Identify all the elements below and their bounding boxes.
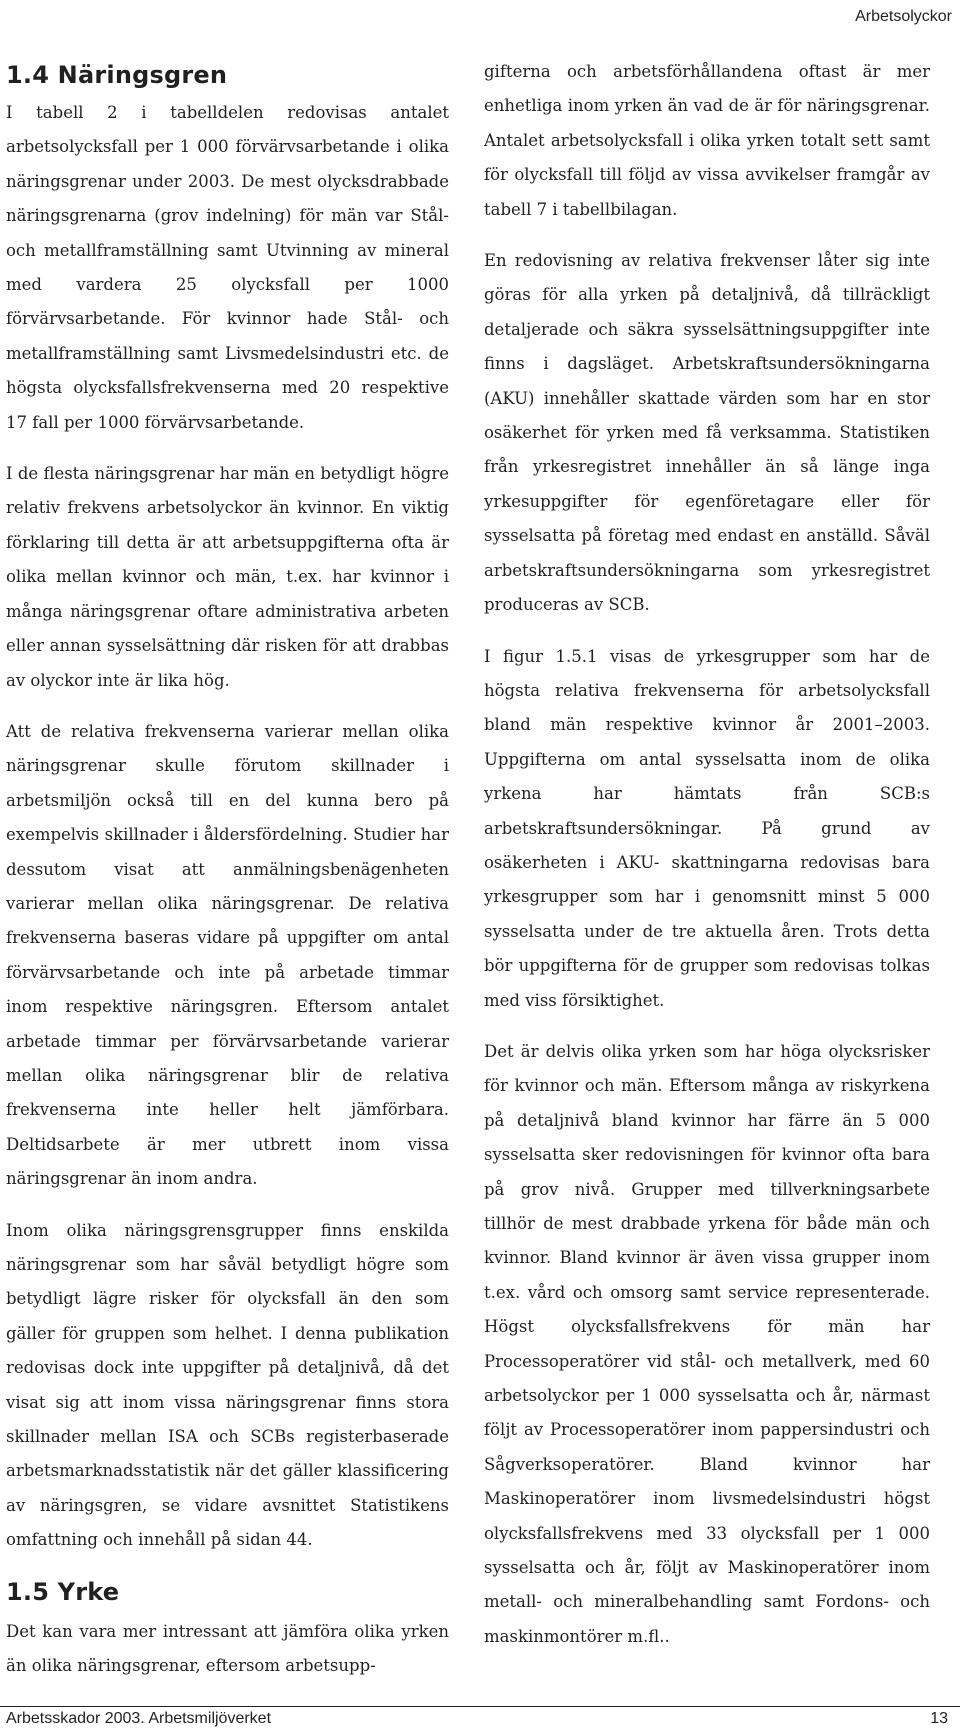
page-number: 13: [930, 1710, 948, 1727]
paragraph: I figur 1.5.1 visas de yrkesgrupper som har de högsta relativa frekvenserna för arbetsolycksfall bland män respektive kvinnor år 2001–2003. Uppgifterna om antal sysselsatta inom de olika yrkena har hämtats från SCB:s arbetskraftsundersökningar. På grund av osäkerheten i AKU- skattningarna redovisas bara yrkesgrupper som har i genomsnitt minst 5 000 sysselsatta under de tre aktuella åren. Trots detta bör uppgifterna för de grupper som redovisas tolkas med viss försiktighet.: [484, 646, 930, 1010]
paragraph: Det är delvis olika yrken som har höga olycksrisker för kvinnor och män. Eftersom många av riskyrkena på detaljnivå bland kvinnor har färre än 5 000 sysselsatta sker redovisningen för kvinnor ofta bara på grov nivå. Grupper med tillverkningsarbete tillhör de mest drabbade yrkena för både män och kvinnor. Bland kvinnor är även vissa grupper inom t.ex. vård och omsorg samt service representerade. Högst olycksfallsfrekvens för män har Processoperatörer vid stål- och metallverk, med 60 arbetsolyckor per 1 000 sysselsatta och år, närmast följt av Processoperatörer inom pappersindustri och Sågverksoperatörer. Bland kvinnor har Maskinoperatörer inom livsmedelsindustri högst olycksfallsfrekvens med 33 olycksfall per 1 000 sysselsatta och år, följt av Maskinoperatörer inom metall- och mineralbehandling samt Fordons- och maskinmontörer m.fl..: [484, 1041, 930, 1646]
paragraph: gifterna och arbetsförhållandena oftast är mer enhetliga inom yrken än vad de är för näringsgrenar. Antalet arbetsolycksfall i olika yrken totalt sett samt för olycksfall till följd av vissa avvikelser framgår av tabell 7 i tabellbilagan.: [484, 62, 930, 219]
paragraph: I tabell 2 i tabelldelen redovisas antalet arbetsolycksfall per 1 000 förvärvsarbetande i olika näringsgrenar under 2003. De mest olycksdrabbade näringsgrenarna (grov indelning) för män var Stål- och metallframställning samt Utvinning av mineral med vardera 25 olycksfall per 1000 förvärvsarbetande. För kvinnor hade Stål- och metallframställning samt Livsmedelsindustri etc. de högsta olycksfallsfrekvenserna med 20 respektive 17 fall per 1000 förvärvsarbetande.: [6, 103, 449, 432]
paragraph: Det kan vara mer intressant att jämföra olika yrken än olika näringsgrenar, eftersom arbetsupp-: [6, 1621, 449, 1676]
right-column: [484, 55, 930, 1671]
left-column: [6, 58, 449, 1700]
paragraph: Inom olika näringsgrensgrupper finns enskilda näringsgrenar som har såväl betydligt högre som betydligt lägre risker för olycksfall än den som gäller för gruppen som helhet. I denna publikation redovisas dock inte uppgifter på detaljnivå, då det visat sig att inom vissa näringsgrenar finns stora skillnader mellan ISA och SCBs registerbaserade arbetsmarknadsstatistik när det gäller klassificering av näringsgren, se vidare avsnittet Statistikens omfattning och innehåll på sidan 44.: [6, 1220, 449, 1550]
paragraph: I de flesta näringsgrenar har män en betydligt högre relativ frekvens arbetsolyckor än kvinnor. En viktig förklaring till detta är att arbetsuppgifterna ofta är olika mellan kvinnor och män, t.ex. har kvinnor i många näringsgrenar oftare administrativa arbeten eller annan sysselsättning där risken för att drabbas av olyckor inte är lika hög.: [6, 464, 449, 690]
footer-divider: [0, 1706, 960, 1707]
paragraph: En redovisning av relativa frekvenser låter sig inte göras för alla yrken på detaljnivå, då tillräckligt detaljerade och säkra sysselsättningsuppgifter inte finns i dagsläget. Arbetskraftsundersökningarna (AKU) innehåller skattade värden som har en stor osäkerhet för yrken med få verksamma. Statistiken från yrkesregistret innehåller än så länge inga yrkesuppgifter för egenföretagare eller för sysselsatta på företag med endast en anställd. Såväl arbetskraftsundersökningarna som yrkesregistret produceras av SCB.: [484, 251, 930, 615]
section-heading-yrke: 1.5 Yrke: [6, 1577, 120, 1606]
running-header: Arbetsolyckor: [855, 8, 952, 25]
footer-publication: Arbetsskador 2003. Arbetsmiljöverket: [6, 1710, 272, 1727]
paragraph: Att de relativa frekvenserna varierar mellan olika näringsgrenar skulle förutom skillnader i arbetsmiljön också till en del kunna bero på exempelvis skillnader i åldersfördelning. Studier har dessutom visat att anmälningsbenägenheten varierar mellan olika näringsgrenar. De relativa frekvenserna baseras vidare på uppgifter om antal förvärvsarbetande och inte på arbetade timmar inom respektive näringsgren. Eftersom antalet arbetade timmar per förvärvsarbetande varierar mellan olika näringsgrenar blir de relativa frekvenserna inte heller helt jämförbara. Deltidsarbete är mer utbrett inom vissa näringsgrenar än inom andra.: [6, 721, 449, 1189]
section-heading-naringsgren: 1.4 Näringsgren: [6, 61, 228, 89]
